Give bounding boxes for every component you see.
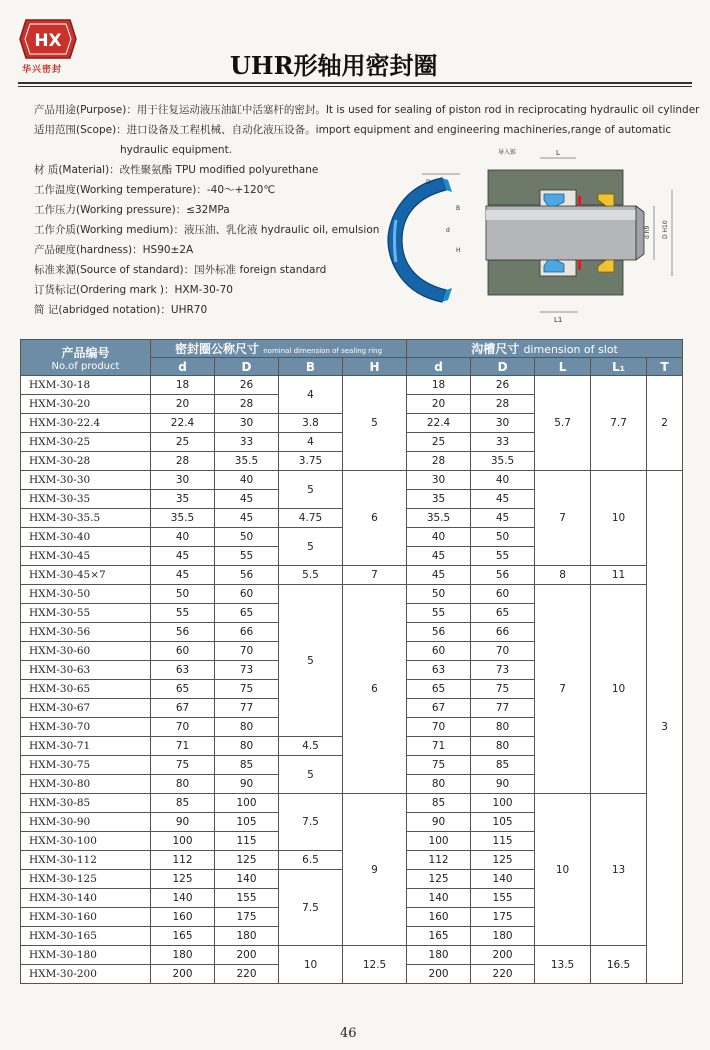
cell-slot-d: 67 [407,699,471,718]
cell-d: 100 [151,832,215,851]
cell-product-code: HXM-30-85 [21,794,151,813]
cell-d: 80 [151,775,215,794]
cell-D: 175 [215,908,279,927]
col-slot-d: d [407,358,471,376]
cell-slot-d: 71 [407,737,471,756]
cell-d: 125 [151,870,215,889]
cell-slot-d: 40 [407,528,471,547]
cell-slot-D: 30 [471,414,535,433]
dim-lead-in: 导入锥 [498,149,517,156]
cell-d: 112 [151,851,215,870]
cell-d: 85 [151,794,215,813]
seal-label-d: d [446,227,450,234]
header-seal [151,340,407,358]
cell-B: 4.75 [279,509,343,528]
cell-product-code: HXM-30-28 [21,452,151,471]
cell-d: 200 [151,965,215,984]
table-row [21,794,683,813]
cell-d: 56 [151,623,215,642]
cell-B: 4 [279,376,343,414]
cell-d: 50 [151,585,215,604]
cell-D: 80 [215,737,279,756]
page-title: UHR形轴用密封圈 [230,51,438,80]
cell-H: 5 [343,376,407,471]
cell-slot-d: 90 [407,813,471,832]
cell-slot-D: 70 [471,642,535,661]
cell-slot-d: 65 [407,680,471,699]
cell-slot-D: 180 [471,927,535,946]
header-slot [407,340,683,358]
cell-slot-d: 35 [407,490,471,509]
cell-d: 140 [151,889,215,908]
cell-product-code: HXM-30-35 [21,490,151,509]
cell-D: 125 [215,851,279,870]
cell-B: 4 [279,433,343,452]
cell-B: 3.75 [279,452,343,471]
cell-product-code: HXM-30-45×7 [21,566,151,585]
cell-d: 18 [151,376,215,395]
cell-product-code: HXM-30-20 [21,395,151,414]
cell-product-code: HXM-30-63 [21,661,151,680]
cell-d: 25 [151,433,215,452]
cell-slot-d: 140 [407,889,471,908]
cell-slot-d: 100 [407,832,471,851]
cell-slot-D: 56 [471,566,535,585]
col-L1: L₁ [591,358,647,376]
cell-H: 6 [343,471,407,566]
cell-slot-D: 80 [471,737,535,756]
cell-D: 77 [215,699,279,718]
cell-slot-D: 66 [471,623,535,642]
header-slot-cn: 沟槽尺寸 [471,342,520,356]
cell-slot-D: 65 [471,604,535,623]
cell-slot-D: 60 [471,585,535,604]
cell-L1: 7.7 [591,376,647,471]
table-row [21,376,683,395]
header-product-en: No.of product [51,360,120,372]
cell-product-code: HXM-30-80 [21,775,151,794]
col-D: D [215,358,279,376]
cell-slot-d: 180 [407,946,471,965]
cell-slot-d: 20 [407,395,471,414]
cell-slot-d: 45 [407,547,471,566]
cell-slot-d: 165 [407,927,471,946]
dim-D-tolerance: D H10 [662,220,669,239]
logo-badge-icon [18,18,78,60]
cell-D: 90 [215,775,279,794]
cell-slot-D: 220 [471,965,535,984]
cell-H: 6 [343,585,407,794]
cell-product-code: HXM-30-25 [21,433,151,452]
cell-slot-D: 28 [471,395,535,414]
cell-product-code: HXM-30-200 [21,965,151,984]
cell-slot-d: 75 [407,756,471,775]
cell-L: 8 [535,566,591,585]
table-row [21,585,683,604]
logo-subtitle: 华兴密封 [22,65,63,75]
cell-slot-d: 200 [407,965,471,984]
dim-L1: L1 [554,316,563,324]
cell-slot-d: 35.5 [407,509,471,528]
cell-B: 5 [279,528,343,566]
cell-d: 65 [151,680,215,699]
cell-product-code: HXM-30-140 [21,889,151,908]
page-number: 46 [340,1026,357,1041]
spec-standard: 标准来源(Source of standard)：国外标准 foreign standard [34,264,327,276]
spec-material: 材 质(Material)：改性聚氨酯 TPU modified polyurethane [34,164,319,176]
cell-product-code: HXM-30-65 [21,680,151,699]
cell-d: 160 [151,908,215,927]
spec-pressure: 工作压力(Working pressure)：≤32MPa [34,204,230,216]
spec-abbreviation: 简 记(abridged notation)：UHR70 [34,304,208,316]
cell-D: 200 [215,946,279,965]
cell-d: 35 [151,490,215,509]
seal-label-H: H [456,247,461,254]
cell-product-code: HXM-30-45 [21,547,151,566]
cell-D: 30 [215,414,279,433]
cell-product-code: HXM-30-35.5 [21,509,151,528]
cell-D: 66 [215,623,279,642]
header-product-cn: 产品编号 [61,345,110,360]
cell-T: 2 [647,376,683,471]
cell-B: 5.5 [279,566,343,585]
cell-D: 115 [215,832,279,851]
cell-D: 65 [215,604,279,623]
col-T: T [647,358,683,376]
cell-D: 45 [215,490,279,509]
cell-slot-d: 70 [407,718,471,737]
cell-slot-D: 55 [471,547,535,566]
cell-B: 5 [279,471,343,509]
cell-product-code: HXM-30-60 [21,642,151,661]
cell-slot-D: 155 [471,889,535,908]
cell-slot-D: 26 [471,376,535,395]
cell-slot-d: 60 [407,642,471,661]
header-seal-cn: 密封圈公称尺寸 [175,342,260,356]
cell-product-code: HXM-30-100 [21,832,151,851]
col-H: H [343,358,407,376]
dimension-table-body [21,376,683,984]
cell-product-code: HXM-30-22.4 [21,414,151,433]
cell-d: 75 [151,756,215,775]
cell-slot-D: 50 [471,528,535,547]
installation-drawing [468,140,694,330]
cell-d: 71 [151,737,215,756]
cell-D: 33 [215,433,279,452]
cell-d: 40 [151,528,215,547]
cell-product-code: HXM-30-67 [21,699,151,718]
cell-L: 5.7 [535,376,591,471]
cell-slot-D: 85 [471,756,535,775]
cell-D: 180 [215,927,279,946]
cell-L: 7 [535,471,591,566]
cell-D: 55 [215,547,279,566]
cell-slot-D: 100 [471,794,535,813]
cell-product-code: HXM-30-56 [21,623,151,642]
cell-slot-D: 75 [471,680,535,699]
cell-slot-D: 105 [471,813,535,832]
cell-slot-d: 125 [407,870,471,889]
seal-label-D: D [426,179,431,186]
cell-product-code: HXM-30-50 [21,585,151,604]
cell-D: 100 [215,794,279,813]
cell-product-code: HXM-30-40 [21,528,151,547]
cell-slot-D: 200 [471,946,535,965]
cell-D: 28 [215,395,279,414]
cell-product-code: HXM-30-165 [21,927,151,946]
cell-D: 85 [215,756,279,775]
cell-slot-D: 45 [471,490,535,509]
cell-d: 55 [151,604,215,623]
cell-D: 75 [215,680,279,699]
cell-d: 90 [151,813,215,832]
cell-B: 7.5 [279,794,343,851]
cell-D: 220 [215,965,279,984]
cell-T: 3 [647,471,683,984]
spec-temperature: 工作温度(Working temperature)：-40～+120℃ [34,184,276,196]
cell-slot-D: 140 [471,870,535,889]
cell-slot-D: 115 [471,832,535,851]
cell-slot-D: 77 [471,699,535,718]
cell-L1: 10 [591,471,647,566]
dim-d-tolerance: d h9 [644,225,651,239]
cell-D: 56 [215,566,279,585]
cell-H: 12.5 [343,946,407,984]
cell-L1: 13 [591,794,647,946]
spec-medium: 工作介质(Working medium)：液压油、乳化液 hydraulic oil, emulsion [34,224,380,236]
cell-B: 10 [279,946,343,984]
seal-ring-illustration [382,170,466,310]
cell-slot-D: 33 [471,433,535,452]
spec-hardness: 产品硬度(hardness)：HS90±2A [34,244,194,256]
cell-slot-d: 28 [407,452,471,471]
cell-L1: 10 [591,585,647,794]
company-logo [18,18,80,80]
cell-L1: 11 [591,566,647,585]
cell-slot-D: 125 [471,851,535,870]
cell-slot-d: 30 [407,471,471,490]
cell-d: 45 [151,547,215,566]
cell-D: 26 [215,376,279,395]
cell-D: 80 [215,718,279,737]
cell-slot-D: 90 [471,775,535,794]
col-slot-D: D [471,358,535,376]
table-row [21,946,683,965]
cell-d: 30 [151,471,215,490]
cell-L: 7 [535,585,591,794]
table-row [21,566,683,585]
dimension-table [20,339,683,984]
header-slot-en: dimension of slot [523,343,618,356]
header-product [21,340,151,376]
cell-slot-d: 80 [407,775,471,794]
spec-ordering: 订货标记(Ordering mark )：HXM-30-70 [34,284,233,296]
cell-slot-d: 85 [407,794,471,813]
cell-slot-d: 112 [407,851,471,870]
table-row [21,471,683,490]
cell-slot-D: 40 [471,471,535,490]
spec-purpose: 产品用途(Purpose)：用于往复运动液压油缸中活塞杆的密封。It is used for sealing of piston rod in reciprocating hydraulic oil cylinder [34,104,700,116]
cell-slot-d: 25 [407,433,471,452]
header-seal-en: nominal dimension of sealing ring [263,347,383,355]
cell-d: 165 [151,927,215,946]
cell-slot-D: 175 [471,908,535,927]
cell-H: 7 [343,566,407,585]
cell-B: 5 [279,756,343,794]
cell-D: 140 [215,870,279,889]
cell-L: 13.5 [535,946,591,984]
cell-D: 50 [215,528,279,547]
cell-d: 180 [151,946,215,965]
cell-B: 6.5 [279,851,343,870]
cell-slot-d: 22.4 [407,414,471,433]
spec-scope: 适用范围(Scope)：进口设备及工程机械、自动化液压设备。import equipment and engineering machineries,range of automatic [34,124,672,136]
cell-D: 40 [215,471,279,490]
cell-product-code: HXM-30-160 [21,908,151,927]
cell-product-code: HXM-30-180 [21,946,151,965]
cell-L1: 16.5 [591,946,647,984]
title-rule-thin [18,86,692,87]
cell-B: 3.8 [279,414,343,433]
col-d: d [151,358,215,376]
cell-slot-D: 73 [471,661,535,680]
cell-H: 9 [343,794,407,946]
cell-slot-D: 35.5 [471,452,535,471]
title-rule [18,82,692,84]
cell-D: 60 [215,585,279,604]
cell-d: 28 [151,452,215,471]
seal-label-B: B [456,205,461,212]
cell-slot-d: 160 [407,908,471,927]
cell-B: 5 [279,585,343,737]
cell-d: 63 [151,661,215,680]
cell-d: 70 [151,718,215,737]
spec-scope-cont: hydraulic equipment. [120,144,233,156]
cell-D: 35.5 [215,452,279,471]
cell-d: 45 [151,566,215,585]
cell-product-code: HXM-30-75 [21,756,151,775]
cell-D: 105 [215,813,279,832]
cell-D: 155 [215,889,279,908]
cell-product-code: HXM-30-55 [21,604,151,623]
cell-product-code: HXM-30-71 [21,737,151,756]
cell-product-code: HXM-30-30 [21,471,151,490]
cell-D: 70 [215,642,279,661]
cell-d: 60 [151,642,215,661]
cell-d: 67 [151,699,215,718]
cell-D: 45 [215,509,279,528]
cell-product-code: HXM-30-70 [21,718,151,737]
cell-slot-d: 45 [407,566,471,585]
cell-d: 20 [151,395,215,414]
cell-d: 35.5 [151,509,215,528]
cell-slot-d: 55 [407,604,471,623]
col-L: L [535,358,591,376]
cell-B: 4.5 [279,737,343,756]
cell-slot-d: 18 [407,376,471,395]
cell-product-code: HXM-30-90 [21,813,151,832]
cell-slot-d: 50 [407,585,471,604]
cell-slot-d: 56 [407,623,471,642]
dim-L: L [556,149,560,157]
cell-product-code: HXM-30-112 [21,851,151,870]
cell-product-code: HXM-30-125 [21,870,151,889]
cell-slot-d: 63 [407,661,471,680]
cell-L: 10 [535,794,591,946]
cell-slot-D: 80 [471,718,535,737]
logo-text: HX [34,31,62,51]
col-B: B [279,358,343,376]
cell-D: 73 [215,661,279,680]
cell-B: 7.5 [279,870,343,946]
cell-product-code: HXM-30-18 [21,376,151,395]
cell-d: 22.4 [151,414,215,433]
cell-slot-D: 45 [471,509,535,528]
